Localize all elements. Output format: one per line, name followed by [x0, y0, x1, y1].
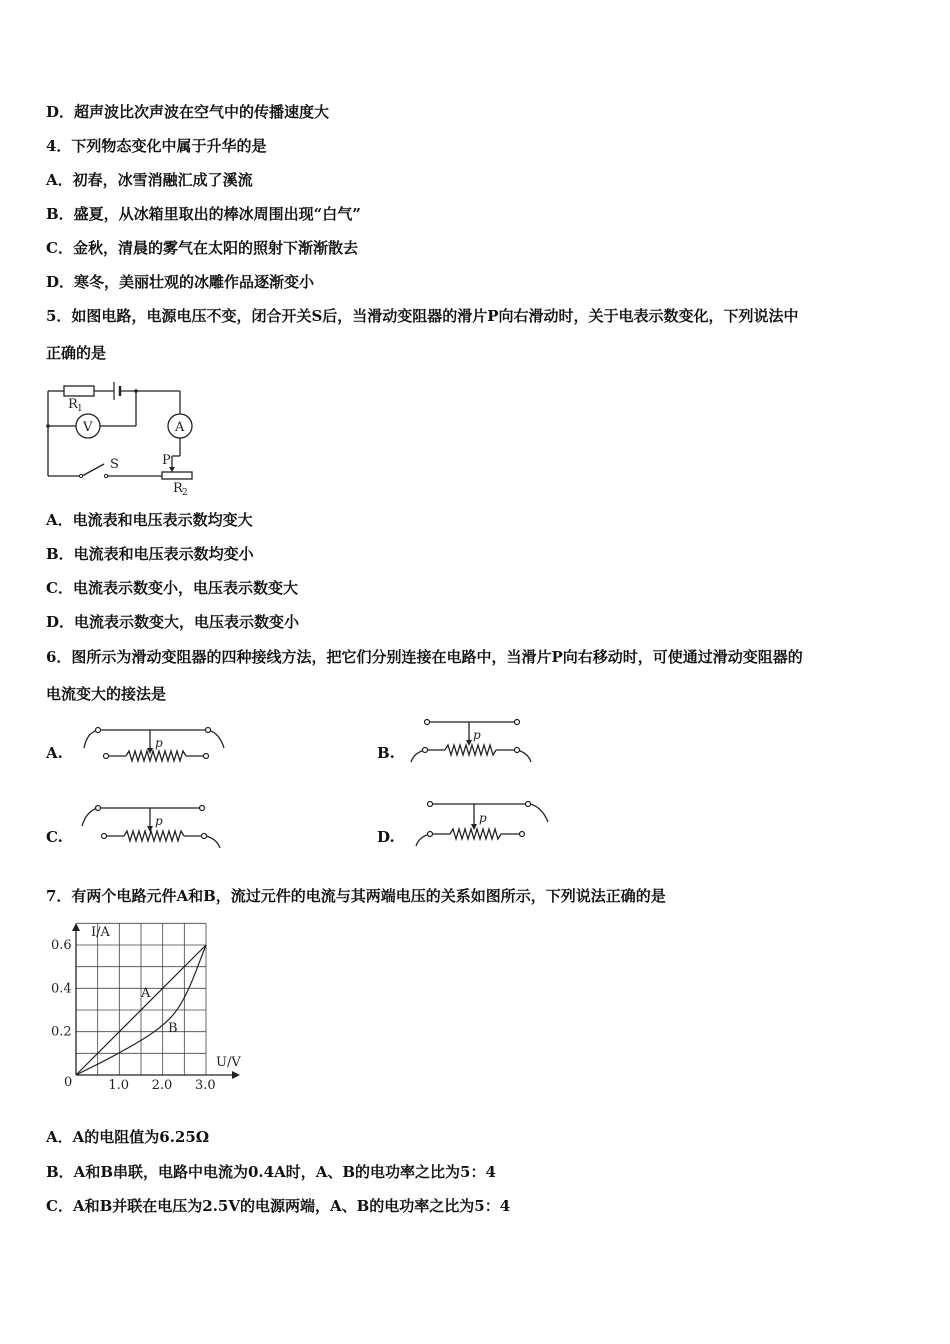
x-axis-arrow	[232, 1071, 240, 1079]
q4-stem: 4．下列物态变化中属于升华的是	[46, 137, 267, 155]
y-axis-arrow	[72, 923, 80, 931]
r2-subscript: 2	[182, 488, 188, 498]
q3-option-d: D．超声波比次声波在空气中的传播速度大	[46, 103, 330, 121]
series-a-label: A	[141, 986, 151, 1001]
switch-label: S	[110, 457, 119, 472]
q5-option-c: C．电流表示数变小，电压表示数变大	[46, 579, 298, 597]
q7-stem: 7．有两个电路元件A和B，流过元件的电流与其两端电压的关系如图所示，下列说法正确的是	[46, 887, 666, 905]
ammeter-label: A	[175, 420, 185, 435]
q5-option-d: D．电流表示数变大，电压表示数变小	[46, 613, 300, 631]
y-tick-label: 0.4	[51, 981, 72, 997]
slider-label: P	[162, 453, 171, 468]
q5-option-b: B．电流表和电压表示数均变小	[46, 545, 254, 563]
series-b-label: B	[168, 1021, 178, 1036]
q6-option-a-label: A.	[46, 744, 63, 762]
q6-b-slider-label: p	[473, 728, 481, 742]
q7-option-c: C．A和B并联在电压为2.5V的电源两端，A、B的电功率之比为5：4	[46, 1197, 511, 1215]
q6-a-slider-label: p	[155, 736, 163, 750]
r2-label: R	[173, 481, 183, 496]
r1-subscript: 1	[77, 404, 83, 414]
q6-stem-line2: 电流变大的接法是	[46, 685, 167, 703]
q5-stem-line1: 5．如图电路，电源电压不变，闭合开关S后，当滑动变阻器的滑片P向右滑动时，关于电表示数变化，下列说法中	[46, 307, 799, 325]
q7-option-b: B．A和B串联，电路中电流为0.4A时，A、B的电功率之比为5：4	[46, 1163, 496, 1181]
q6-rheostat-a	[80, 720, 230, 770]
r1-label: R	[68, 397, 78, 412]
voltmeter-label: V	[83, 420, 93, 435]
q6-rheostat-d	[412, 796, 554, 852]
q5-option-a: A．电流表和电压表示数均变大	[46, 511, 253, 529]
q6-c-slider-label: p	[155, 814, 163, 828]
x-axis-label: U/V	[216, 1055, 241, 1070]
origin-label: 0	[64, 1075, 73, 1090]
q6-option-c-label: C.	[46, 828, 63, 846]
q7-option-a: A．A的电阻值为6.25Ω	[46, 1128, 210, 1146]
q4-option-c: C．金秋，清晨的雾气在太阳的照射下渐渐散去	[46, 239, 358, 257]
y-tick-label: 0.2	[51, 1024, 72, 1040]
x-tick-label: 2.0	[151, 1078, 173, 1093]
y-axis-label: I/A	[91, 925, 110, 940]
q4-option-b: B．盛夏，从冰箱里取出的棒冰周围出现“白气”	[46, 205, 361, 223]
q4-option-d: D．寒冬，美丽壮观的冰雕作品逐渐变小	[46, 273, 315, 291]
q6-option-d-label: D.	[377, 828, 395, 846]
q5-stem-line2: 正确的是	[46, 344, 107, 362]
x-tick-label: 3.0	[195, 1078, 216, 1093]
q6-rheostat-c	[78, 800, 228, 852]
q6-rheostat-b	[405, 714, 535, 770]
q5-circuit-diagram	[40, 376, 210, 498]
q6-option-b-label: B.	[377, 744, 395, 762]
q4-option-a: A．初春，冰雪消融汇成了溪流	[46, 171, 253, 189]
chart-axes	[72, 923, 240, 1079]
q6-d-slider-label: p	[479, 811, 487, 825]
y-tick-label: 0.6	[51, 938, 72, 953]
q7-iv-chart	[40, 915, 255, 1095]
x-tick-label: 1.0	[108, 1078, 130, 1093]
q6-stem-line1: 6．图所示为滑动变阻器的四种接线方法，把它们分别连接在电路中，当滑片P向右移动时，可使通过滑动变阻器的	[46, 648, 803, 666]
